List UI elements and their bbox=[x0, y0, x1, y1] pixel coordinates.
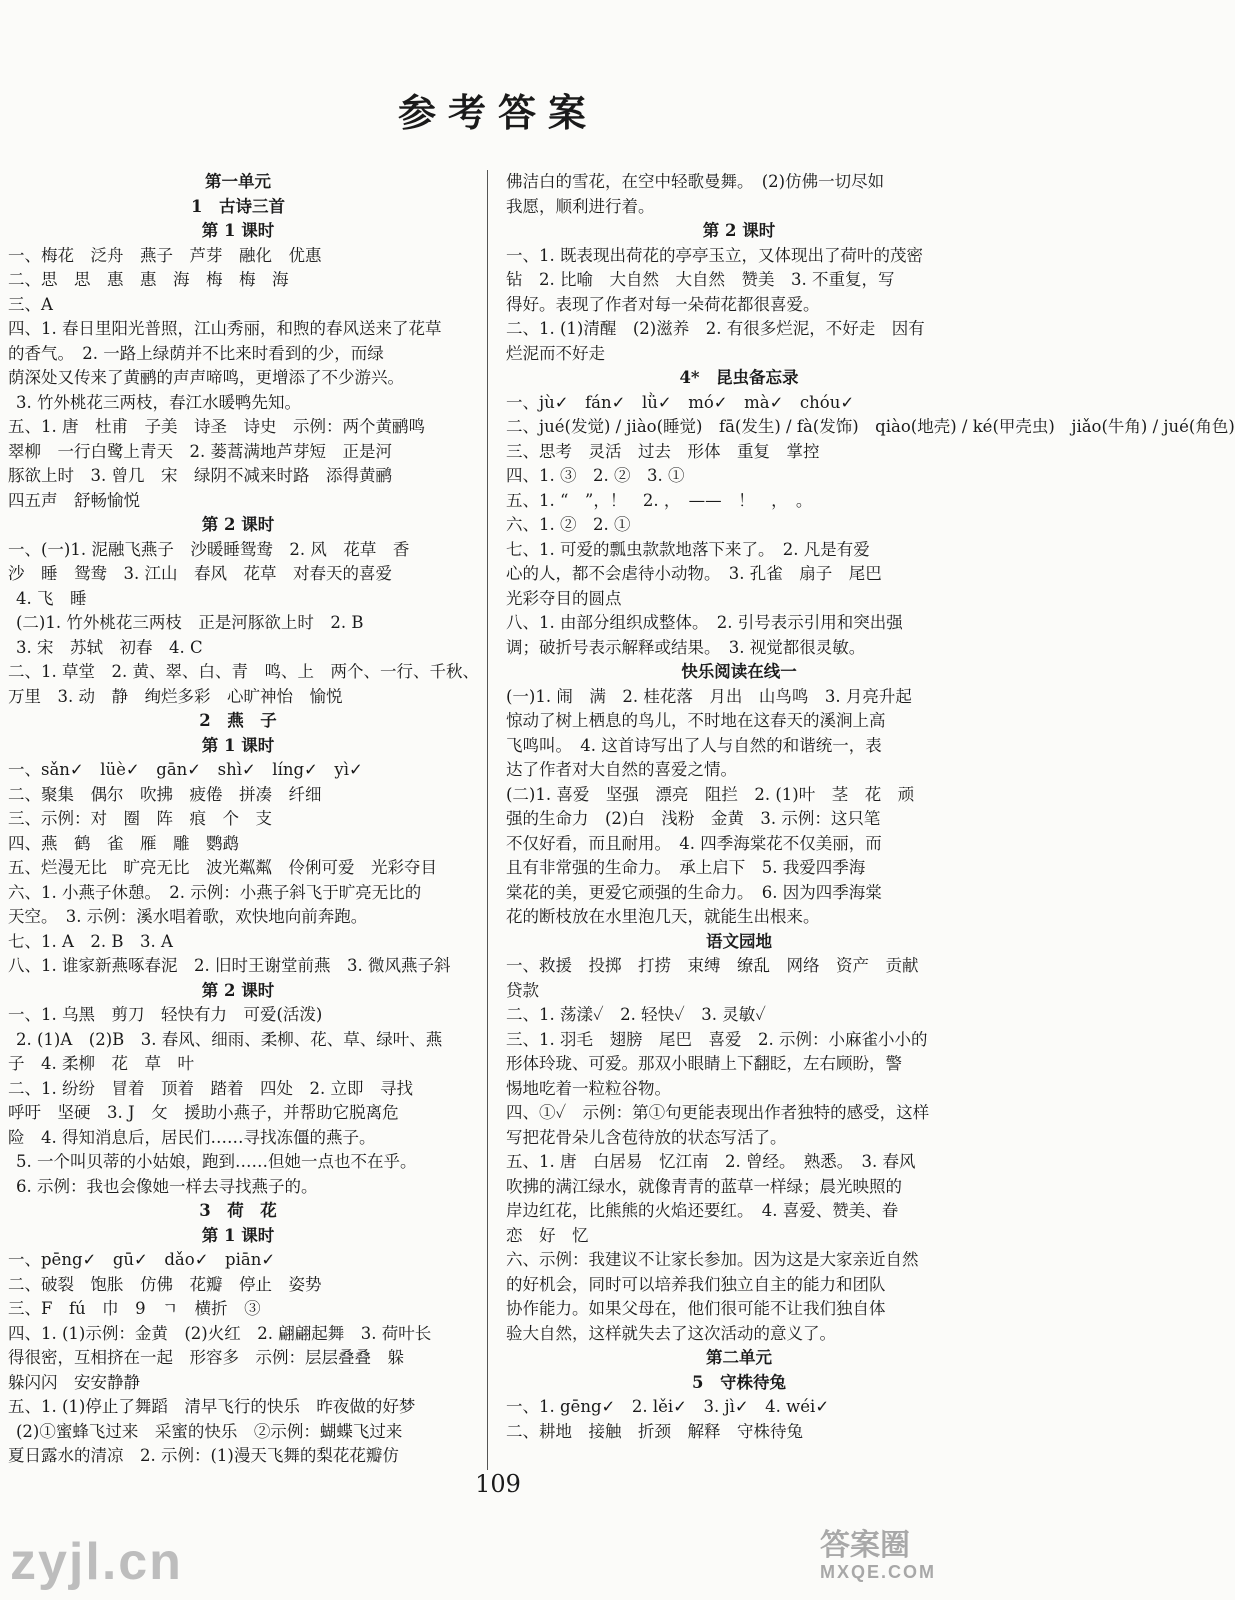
section-heading: 第 1 课时 bbox=[201, 735, 275, 755]
answer-line: 棠花的美，更爱它顽强的生命力。 6. 因为四季海棠 bbox=[506, 882, 882, 902]
answer-line: (一)1. 闹 满 2. 桂花落 月出 山鸟鸣 3. 月亮升起 bbox=[506, 686, 912, 706]
section-heading: 第 1 课时 bbox=[201, 1225, 275, 1245]
answer-line: 八、1. 谁家新燕啄春泥 2. 旧时王谢堂前燕 3. 微风燕子斜 bbox=[8, 956, 451, 975]
answer-line: 调；破折号表示解释或结果。 3. 视觉都很灵敏。 bbox=[506, 637, 866, 657]
answer-line: 验大自然，这样就失去了这次活动的意义了。 bbox=[506, 1323, 836, 1343]
answer-line: 五、1. 唐 杜甫 子美 诗圣 诗史 示例：两个黄鹂鸣 bbox=[8, 417, 425, 436]
answer-line: 的好机会，同时可以培养我们独立自主的能力和团队 bbox=[506, 1274, 886, 1294]
answer-line: 一、1. 既表现出荷花的亭亭玉立，又体现出了荷叶的茂密 bbox=[506, 245, 923, 265]
answer-line: 险 4. 得知消息后，居民们……寻找冻僵的燕子。 bbox=[8, 1127, 376, 1147]
answer-line: 二、1. 荡漾✓ 2. 轻快✓ 3. 灵敏✓ bbox=[506, 1005, 766, 1024]
section-heading: 第一单元 bbox=[205, 172, 271, 191]
section-heading: 2 燕 子 bbox=[199, 711, 277, 730]
answer-line: 3. 宋 苏轼 初春 4. C bbox=[16, 637, 203, 657]
section-heading: 第 2 课时 bbox=[201, 515, 275, 534]
answer-line: 五、1. (1)停止了舞蹈 清早飞行的快乐 昨夜做的好梦 bbox=[8, 1397, 416, 1416]
section-heading: 3 荷 花 bbox=[199, 1201, 277, 1220]
section-heading: 第 2 课时 bbox=[201, 980, 275, 1000]
section-heading: 快乐阅读在线一 bbox=[681, 662, 797, 681]
answer-line: 二、耕地 接触 折颈 解释 守株待兔 bbox=[506, 1421, 803, 1441]
answer-line: 沙 睡 鸳鸯 3. 江山 春风 花草 对春天的喜爱 bbox=[8, 564, 392, 583]
answer-line: 光彩夺目的圆点 bbox=[506, 588, 622, 608]
answer-line: 七、1. 可爱的瓢虫款款地落下来了。 2. 凡是有爱 bbox=[506, 539, 870, 559]
answer-line: (二)1. 竹外桃花三两枝 正是河豚欲上时 2. B bbox=[16, 613, 364, 632]
answer-line: 三、示例：对 圈 阵 痕 个 支 bbox=[8, 809, 272, 828]
answer-line: 协作能力。如果父母在，他们很可能不让我们独自体 bbox=[506, 1299, 886, 1318]
answer-line: 翠柳 一行白鹭上青天 2. 蒌蒿满地芦芽短 正是河 bbox=[8, 441, 392, 461]
answer-line: 躲闪闪 安安静静 bbox=[8, 1372, 140, 1392]
answer-line: 烂泥而不好走 bbox=[506, 343, 605, 363]
answer-line: 一、梅花 泛舟 燕子 芦芽 融化 优惠 bbox=[8, 245, 322, 265]
answer-line: 一、(一)1. 泥融飞燕子 沙暖睡鸳鸯 2. 风 花草 香 bbox=[8, 539, 410, 559]
watermark-mxqe-domain: MXQE.COM bbox=[820, 1562, 937, 1582]
answer-line: 花的断枝放在水里泡几天，就能生出根来。 bbox=[506, 907, 820, 926]
answer-line: 七、1. A 2. B 3. A bbox=[8, 931, 173, 951]
answer-line: 写把花骨朵儿含苞待放的状态写活了。 bbox=[506, 1127, 787, 1147]
watermark-zyjl: zyjl.cn bbox=[10, 1533, 183, 1591]
answer-line: 呼吁 坚硬 3. J 攵 援助小燕子，并帮助它脱离危 bbox=[8, 1103, 399, 1122]
answer-column-left bbox=[8, 170, 479, 1469]
answer-line: 得好。表现了作者对每一朵荷花都很喜爱。 bbox=[506, 294, 820, 314]
answer-line: 得很密，互相挤在一起 形容多 示例：层层叠叠 躲 bbox=[8, 1348, 404, 1367]
answer-line: 心的人，都不会虐待小动物。 3. 孔雀 扇子 尾巴 bbox=[506, 564, 882, 583]
answer-line: 万里 3. 动 静 绚烂多彩 心旷神怡 愉悦 bbox=[8, 686, 343, 706]
answer-line: 子 4. 柔柳 花 草 叶 bbox=[8, 1054, 194, 1073]
section-heading: 4* 昆虫备忘录 bbox=[679, 368, 799, 387]
answer-line: 贷款 bbox=[506, 980, 539, 1000]
answer-line: 五、烂漫无比 旷亮无比 波光粼粼 伶俐可爱 光彩夺目 bbox=[8, 858, 437, 877]
answer-line: 且有非常强的生命力。 承上启下 5. 我爱四季海 bbox=[506, 858, 866, 877]
answer-line: 吹拂的满江绿水，就像青青的蓝草一样绿；晨光映照的 bbox=[506, 1176, 902, 1196]
answer-line: 三、1. 羽毛 翅膀 尾巴 喜爱 2. 示例：小麻雀小小的 bbox=[506, 1029, 928, 1049]
answer-line: (二)1. 喜爱 坚强 漂亮 阻拦 2. (1)叶 茎 花 顽 bbox=[506, 784, 915, 804]
answer-line: 一、jù✓ fán✓ lǜ✓ mó✓ mà✓ chóu✓ bbox=[506, 392, 855, 412]
answer-line: 飞鸣叫。 4. 这首诗写出了人与自然的和谐统一，表 bbox=[506, 735, 882, 755]
answer-line: 一、1. gēng✓ 2. lěi✓ 3. jì✓ 4. wéi✓ bbox=[506, 1397, 830, 1416]
answer-line: 四、①✓ 示例：第①句更能表现出作者独特的感受，这样 bbox=[506, 1103, 930, 1122]
answer-line: 不仅好看，而且耐用。 4. 四季海棠花不仅美丽，而 bbox=[506, 833, 882, 853]
answer-line: 4. 飞 睡 bbox=[16, 588, 87, 608]
answer-line: 一、1. 乌黑 剪刀 轻快有力 可爱(活泼) bbox=[8, 1005, 323, 1024]
watermark-mxqe-title: 答案圈 bbox=[820, 1529, 910, 1562]
watermark-mxqe bbox=[820, 1530, 970, 1592]
answer-line: 一、pēng✓ gū✓ dǎo✓ piān✓ bbox=[8, 1250, 276, 1269]
answer-line: 3. 竹外桃花三两枝，春江水暖鸭先知。 bbox=[16, 392, 301, 412]
column-divider bbox=[487, 170, 488, 1470]
answer-line: 一、sǎn✓ lüè✓ gān✓ shì✓ líng✓ yì✓ bbox=[8, 760, 363, 779]
answer-line: 强的生命力 (2)白 浅粉 金黄 3. 示例：这只笔 bbox=[506, 809, 881, 828]
answer-line: 六、示例：我建议不让家长参加。因为这是大家亲近自然 bbox=[506, 1250, 919, 1269]
answer-line: 岸边红花，比熊熊的火焰还要红。 4. 喜爱、赞美、眷 bbox=[506, 1201, 899, 1220]
answer-line: 形体玲珑、可爱。那双小眼睛上下翻眨，左右顾盼，警 bbox=[506, 1054, 902, 1073]
answer-line: 三、思考 灵活 过去 形体 重复 掌控 bbox=[506, 441, 820, 461]
answer-line: 四、1. 春日里阳光普照，江山秀丽，和煦的春风送来了花草 bbox=[8, 319, 442, 338]
answer-line: 6. 示例：我也会像她一样去寻找燕子的。 bbox=[16, 1176, 318, 1196]
answer-line: 三、A bbox=[8, 294, 53, 314]
answer-line: (2)①蜜蜂飞过来 采蜜的快乐 ②示例：蝴蝶飞过来 bbox=[16, 1421, 403, 1441]
answer-line: 三、F fú 巾 9 ㄱ 横折 ③ bbox=[8, 1299, 261, 1318]
answer-line: 天空。 3. 示例：溪水唱着歌，欢快地向前奔跑。 bbox=[8, 907, 368, 926]
answer-line: 2. (1)A (2)B 3. 春风、细雨、柔柳、花、草、绿叶、燕 bbox=[16, 1029, 443, 1049]
answer-line: 我愿，顺利进行着。 bbox=[506, 196, 655, 216]
answer-line: 达了作者对大自然的喜爱之情。 bbox=[506, 760, 737, 779]
answer-line: 二、1. 草堂 2. 黄、翠、白、青 鸣、上 两个、一行、千秋、 bbox=[8, 662, 479, 681]
answer-line: 夏日露水的清凉 2. 示例：(1)漫天飞舞的梨花花瓣仿 bbox=[8, 1446, 399, 1465]
answer-line: 四、燕 鹤 雀 雁 雕 鹦鹉 bbox=[8, 833, 239, 853]
answer-line: 二、1. (1)清醒 (2)滋养 2. 有很多烂泥，不好走 因有 bbox=[506, 319, 925, 338]
answer-line: 5. 一个叫贝蒂的小姑娘，跑到……但她一点也不在乎。 bbox=[16, 1152, 417, 1171]
answer-line: 二、1. 纷纷 冒着 顶着 踏着 四处 2. 立即 寻找 bbox=[8, 1078, 413, 1098]
answer-line: 二、聚集 偶尔 吹拂 疲倦 拼凑 纤细 bbox=[8, 784, 322, 804]
answer-line: 二、思 思 惠 惠 海 梅 梅 海 bbox=[8, 270, 289, 289]
answer-line: 恋 好 忆 bbox=[506, 1225, 589, 1245]
answer-column-right bbox=[506, 170, 1235, 1444]
page-number: 109 bbox=[475, 1470, 521, 1498]
answer-line: 四五声 舒畅愉悦 bbox=[8, 490, 140, 510]
answer-line: 六、1. 小燕子休憩。 2. 示例：小燕子斜飞于旷亮无比的 bbox=[8, 882, 422, 902]
answer-line: 六、1. ② 2. ① bbox=[506, 515, 631, 534]
page-title: 参考答案 bbox=[397, 90, 598, 135]
answer-line: 佛洁白的雪花，在空中轻歌曼舞。 (2)仿佛一切尽如 bbox=[506, 172, 885, 191]
answer-line: 荫深处又传来了黄鹂的声声啼鸣，更增添了不少游兴。 bbox=[8, 368, 404, 387]
answer-line: 一、救援 投掷 打捞 束缚 缭乱 网络 资产 贡献 bbox=[506, 956, 919, 975]
answer-line: 二、破裂 饱胀 仿佛 花瓣 停止 姿势 bbox=[8, 1274, 322, 1294]
answer-line: 钻 2. 比喻 大自然 大自然 赞美 3. 不重复，写 bbox=[506, 270, 895, 289]
section-heading: 语文园地 bbox=[706, 931, 772, 951]
answer-line: 五、1. 唐 白居易 忆江南 2. 曾经。 熟悉。 3. 春风 bbox=[506, 1152, 916, 1171]
section-heading: 1 古诗三首 bbox=[191, 196, 285, 216]
answer-line: 惕地吃着一粒粒谷物。 bbox=[506, 1078, 671, 1098]
answer-line: 豚欲上时 3. 曾几 宋 绿阴不减来时路 添得黄鹂 bbox=[8, 466, 392, 485]
section-heading: 第二单元 bbox=[706, 1348, 772, 1367]
answer-line: 惊动了树上栖息的鸟儿，不时地在这春天的溪涧上高 bbox=[506, 711, 886, 730]
section-heading: 第 2 课时 bbox=[702, 221, 776, 240]
answer-line: 二、jué(发觉) / jiào(睡觉) fā(发生) / fà(发饰) qiào(地壳) / ké(甲壳虫) jiǎo(牛角) / jué(角色) bbox=[506, 417, 1235, 436]
answer-line: 四、1. ③ 2. ② 3. ① bbox=[506, 466, 685, 485]
answer-line: 五、1. “ ”，！ 2. ， —— ！ ， 。 bbox=[506, 490, 813, 510]
answer-line: 的香气。 2. 一路上绿荫并不比来时看到的少，而绿 bbox=[8, 343, 384, 363]
section-heading: 5 守株待兔 bbox=[692, 1372, 786, 1392]
section-heading: 第 1 课时 bbox=[201, 221, 275, 240]
answer-line: 八、1. 由部分组织成整体。 2. 引号表示引用和突出强 bbox=[506, 613, 903, 632]
answer-line: 四、1. (1)示例：金黄 (2)火红 2. 翩翩起舞 3. 荷叶长 bbox=[8, 1323, 432, 1343]
